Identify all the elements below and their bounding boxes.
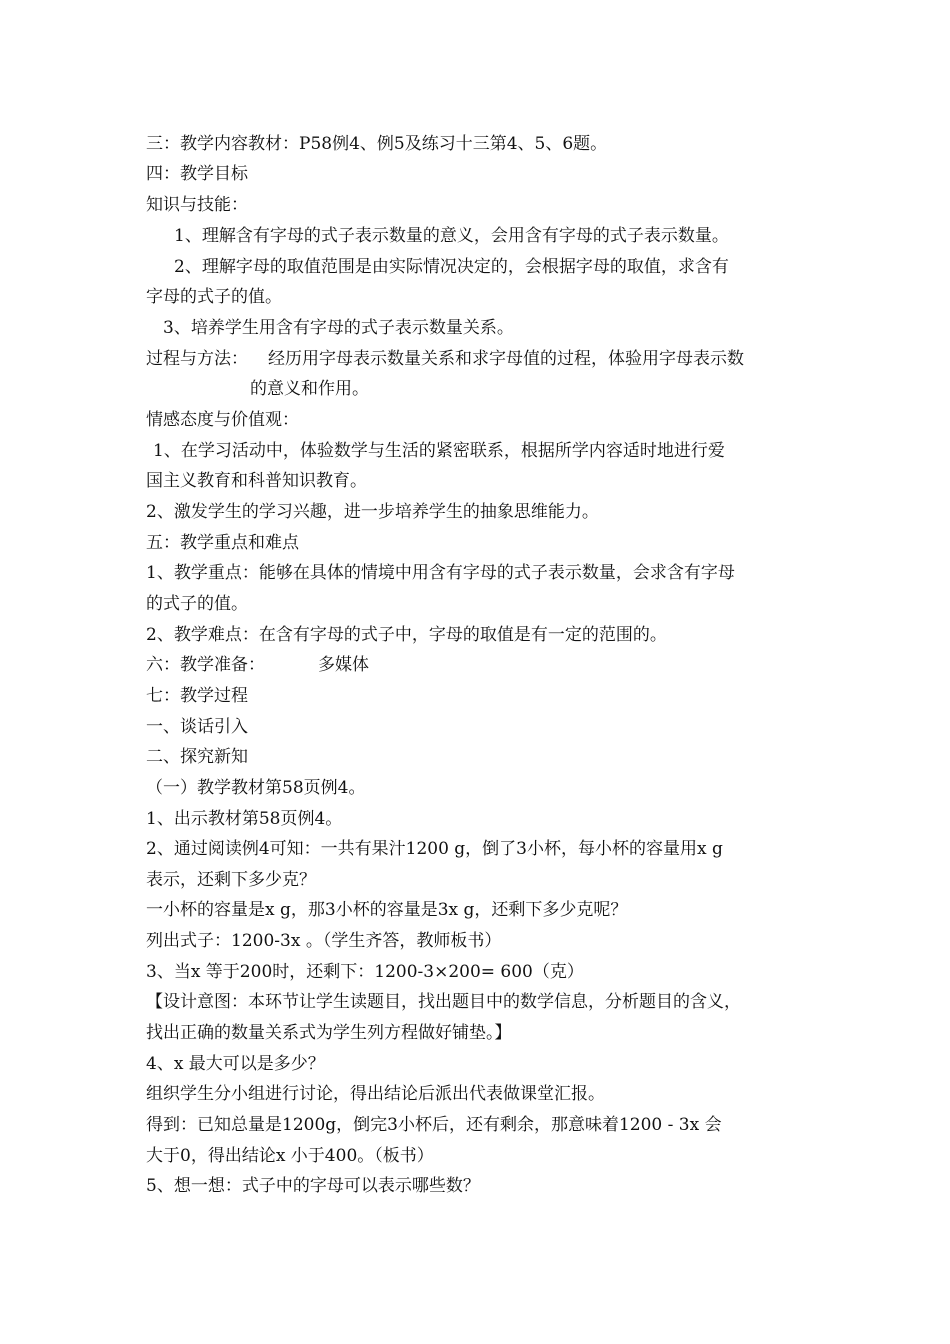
example-step-5: 5、想一想：式子中的字母可以表示哪些数？ [146, 1176, 480, 1196]
section-heading-key-points: 五：教学重点和难点 [146, 533, 299, 553]
conclusion-text: 得到：已知总量是1200g，倒完3小杯后，还有剩余，那意味着1200 - 3x 会 [146, 1115, 722, 1135]
example-step-2-continued: 表示，还剩下多少克？ [146, 870, 316, 890]
goal-item-2: 2、理解字母的取值范围是由实际情况决定的，会根据字母的取值，求含有 [174, 257, 729, 277]
subheading-attitude-values: 情感态度与价值观： [146, 410, 299, 430]
design-intent-text: 【设计意图：本环节让学生读题目，找出题目中的数学信息，分析题目的含义， [146, 992, 741, 1012]
section-heading-preparation: 六：教学准备： [146, 655, 265, 675]
key-point-item: 1、教学重点：能够在具体的情境中用含有字母的式子表示数量，会求含有字母 [146, 563, 735, 583]
goal-item-2-continued: 字母的式子的值。 [146, 287, 282, 307]
process-step-explore: 二、探究新知 [146, 747, 248, 767]
difficult-point-item: 2、教学难点：在含有字母的式子中，字母的取值是有一定的范围的。 [146, 625, 667, 645]
cup-capacity-text: 一小杯的容量是x g，那3小杯的容量是3x g，还剩下多少克呢？ [146, 900, 628, 920]
expression-text: 列出式子：1200-3x 。（学生齐答，教师板书） [146, 931, 502, 951]
attitude-item-2: 2、激发学生的学习兴趣，进一步培养学生的抽象思维能力。 [146, 502, 599, 522]
section-heading-teaching-process: 七：教学过程 [146, 686, 248, 706]
process-method-text-continued: 的意义和作用。 [250, 379, 369, 399]
design-intent-text-continued: 找出正确的数量关系式为学生列方程做好铺垫。】 [146, 1023, 512, 1043]
process-method-text: 经历用字母表示数量关系和求字母值的过程，体验用字母表示数 [268, 349, 744, 369]
subheading-knowledge-skills: 知识与技能： [146, 195, 248, 215]
subheading-process-method: 过程与方法： [146, 349, 248, 369]
section-heading-teaching-content: 三：教学内容教材：P58例4、例5及练习十三第4、5、6题。 [146, 134, 608, 154]
preparation-value: 多媒体 [318, 655, 369, 675]
example-step-3: 3、当x 等于200时，还剩下：1200-3×200= 600（克） [146, 962, 584, 982]
attitude-item-1: 1、在学习活动中，体验数学与生活的紧密联系，根据所学内容适时地进行爱 [153, 441, 725, 461]
attitude-item-1-continued: 国主义教育和科普知识教育。 [146, 471, 367, 491]
goal-item-3: 3、培养学生用含有字母的式子表示数量关系。 [163, 318, 514, 338]
section-heading-teaching-goals: 四：教学目标 [146, 164, 248, 184]
key-point-item-continued: 的式子的值。 [146, 594, 248, 614]
conclusion-text-continued: 大于0，得出结论x 小于400。（板书） [146, 1146, 434, 1166]
goal-item-1: 1、理解含有字母的式子表示数量的意义，会用含有字母的式子表示数量。 [174, 226, 729, 246]
example-4-heading: （一）教学教材第58页例4。 [146, 778, 366, 798]
example-step-2: 2、通过阅读例4可知：一共有果汁1200 g，倒了3小杯，每小杯的容量用x g [146, 839, 723, 859]
example-step-4: 4、x 最大可以是多少？ [146, 1054, 325, 1074]
example-step-1: 1、出示教材第58页例4。 [146, 809, 343, 829]
group-discussion-text: 组织学生分小组进行讨论，得出结论后派出代表做课堂汇报。 [146, 1084, 605, 1104]
process-step-intro: 一、谈话引入 [146, 717, 248, 737]
